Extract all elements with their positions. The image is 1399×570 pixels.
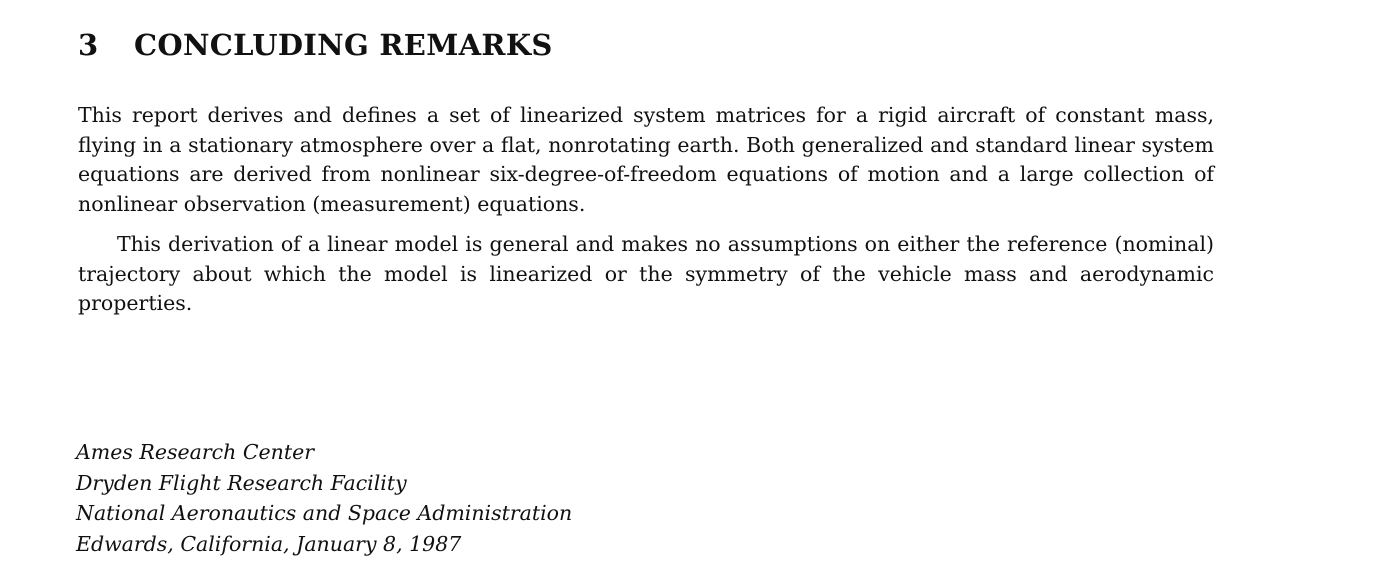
paragraph-derivation: This derivation of a linear model is general and makes no assumptions on either the reference (nominal) trajectory about which the model is linearized or the symmetry of the vehicle mass and aerodynamic properties. (78, 232, 1214, 315)
paragraph-summary: This report derives and defines a set of linearized system matrices for a rigid aircraft of constant mass, flying in a stationary atmosphere over a flat, nonrotating earth. Both generalized and standard linear system equations are derived from nonlinear six-degree-of-freedom equations of motion and a large collection of nonlinear observation (measurement) equations. (78, 103, 1214, 216)
section-number: 3 (78, 28, 99, 62)
author-address-block (76, 437, 572, 559)
address-line-agency: National Aeronautics and Space Administration (76, 501, 573, 525)
address-line-location-date: Edwards, California, January 8, 1987 (76, 531, 462, 556)
section-title: CONCLUDING REMARKS (134, 28, 553, 62)
address-line-center: Ames Research Center (76, 440, 315, 464)
section-heading (78, 28, 553, 62)
address-line-facility: Dryden Flight Research Facility (76, 470, 407, 495)
